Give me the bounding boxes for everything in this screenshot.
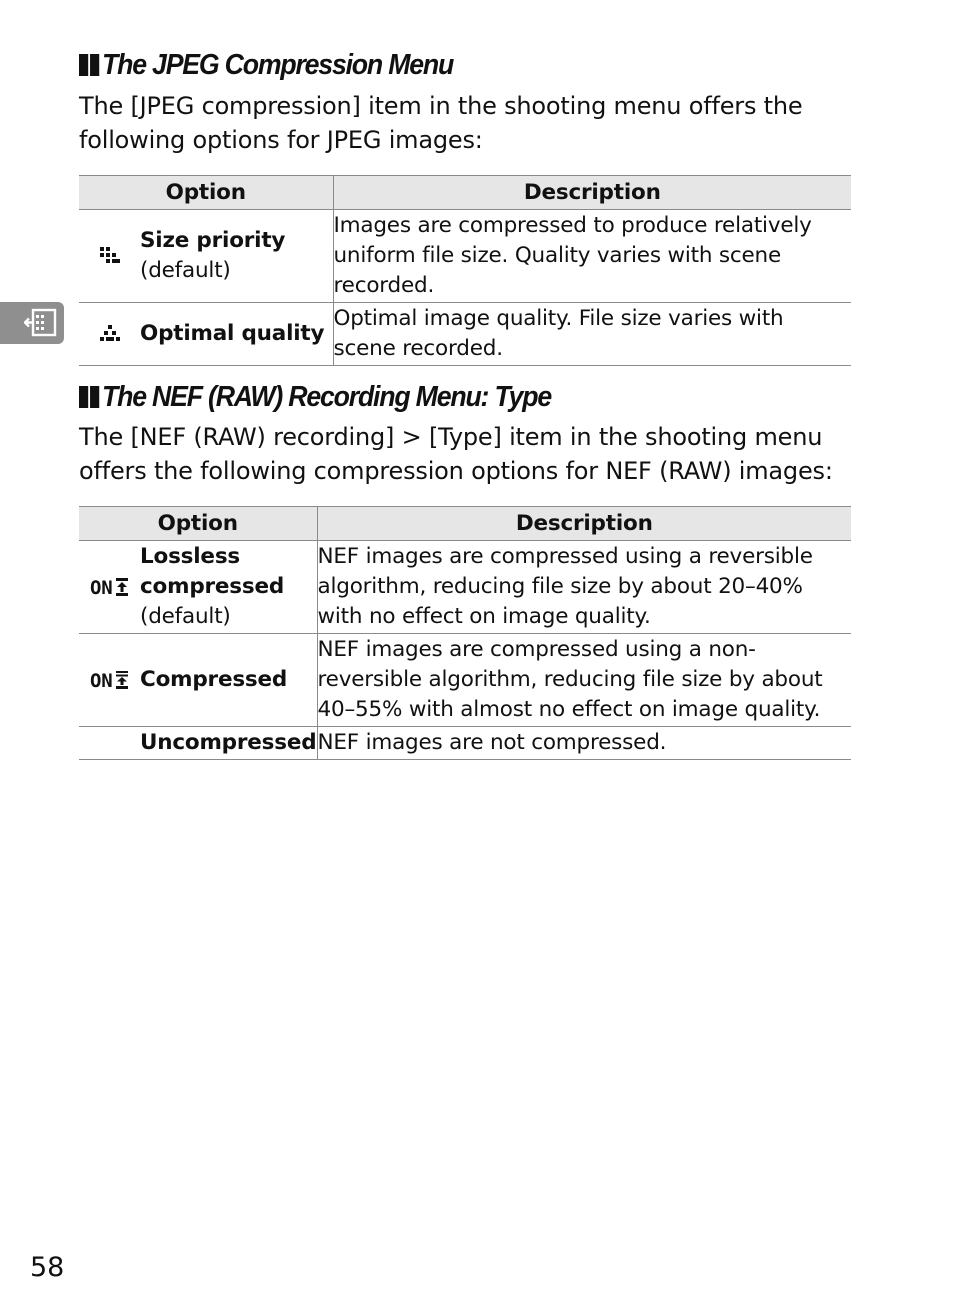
table-row xyxy=(79,727,851,760)
option-default-note: (default) xyxy=(140,258,231,283)
shooting-menu-icon xyxy=(24,308,58,338)
lossless-compressed-icon xyxy=(90,576,130,598)
jpeg-heading-text: The JPEG Compression Menu xyxy=(102,49,454,81)
option-name: Uncompressed xyxy=(140,730,317,755)
description-column-header: Description xyxy=(317,507,851,541)
option-description: NEF images are not compressed. xyxy=(317,727,851,760)
table-header-row xyxy=(79,176,851,210)
option-icon-cell xyxy=(79,634,140,727)
description-column-header: Description xyxy=(333,176,851,210)
option-description: Optimal image quality. File size varies with scene recorded. xyxy=(333,303,851,366)
compressed-icon xyxy=(90,669,130,691)
option-name: Lossless compressed xyxy=(140,544,285,599)
nef-intro-text: The [NEF (RAW) recording] > [Type] item in the shooting menu offers the following compression options for NEF (RAW) images: xyxy=(79,423,833,485)
svg-text:ON: ON xyxy=(89,670,112,691)
option-description: NEF images are compressed using a reversible algorithm, reducing file size by about 20–40% with no effect on image quality. xyxy=(317,541,851,634)
heading-marker-icon xyxy=(79,386,99,408)
option-name: Size priority xyxy=(140,228,286,253)
option-name: Compressed xyxy=(140,667,288,692)
option-icon-cell xyxy=(79,210,140,303)
table-row xyxy=(79,541,851,634)
page-number: 58 xyxy=(30,1252,65,1283)
size-priority-icon xyxy=(99,246,121,266)
option-name-cell xyxy=(140,541,317,634)
option-name-cell xyxy=(140,634,317,727)
jpeg-options-table xyxy=(79,175,851,366)
chapter-tab xyxy=(0,302,64,344)
option-column-header: Option xyxy=(79,507,317,541)
option-column-header: Option xyxy=(79,176,333,210)
optimal-quality-icon xyxy=(99,324,121,344)
svg-text:ON: ON xyxy=(89,577,112,598)
option-icon-cell xyxy=(79,727,140,760)
option-default-note: (default) xyxy=(140,604,231,629)
option-name-cell xyxy=(140,210,333,303)
option-description: NEF images are compressed using a non-reversible algorithm, reducing file size by about 40–55% with almost no effect on image quality. xyxy=(317,634,851,727)
option-name: Optimal quality xyxy=(140,321,325,346)
option-name-cell xyxy=(140,303,333,366)
jpeg-section-heading xyxy=(79,48,453,82)
table-header-row xyxy=(79,507,851,541)
option-name-cell xyxy=(140,727,317,760)
table-row xyxy=(79,303,851,366)
option-description: Images are compressed to produce relatively uniform file size. Quality varies with scene recorded. xyxy=(333,210,851,303)
table-row xyxy=(79,634,851,727)
jpeg-intro-text: The [JPEG compression] item in the shooting menu offers the following options for JPEG images: xyxy=(79,92,803,154)
nef-options-table xyxy=(79,506,851,760)
nef-section-heading xyxy=(79,380,551,414)
heading-marker-icon xyxy=(79,54,99,76)
nef-heading-text: The NEF (RAW) Recording Menu: Type xyxy=(102,381,551,413)
option-icon-cell xyxy=(79,541,140,634)
option-icon-cell xyxy=(79,303,140,366)
table-row xyxy=(79,210,851,303)
